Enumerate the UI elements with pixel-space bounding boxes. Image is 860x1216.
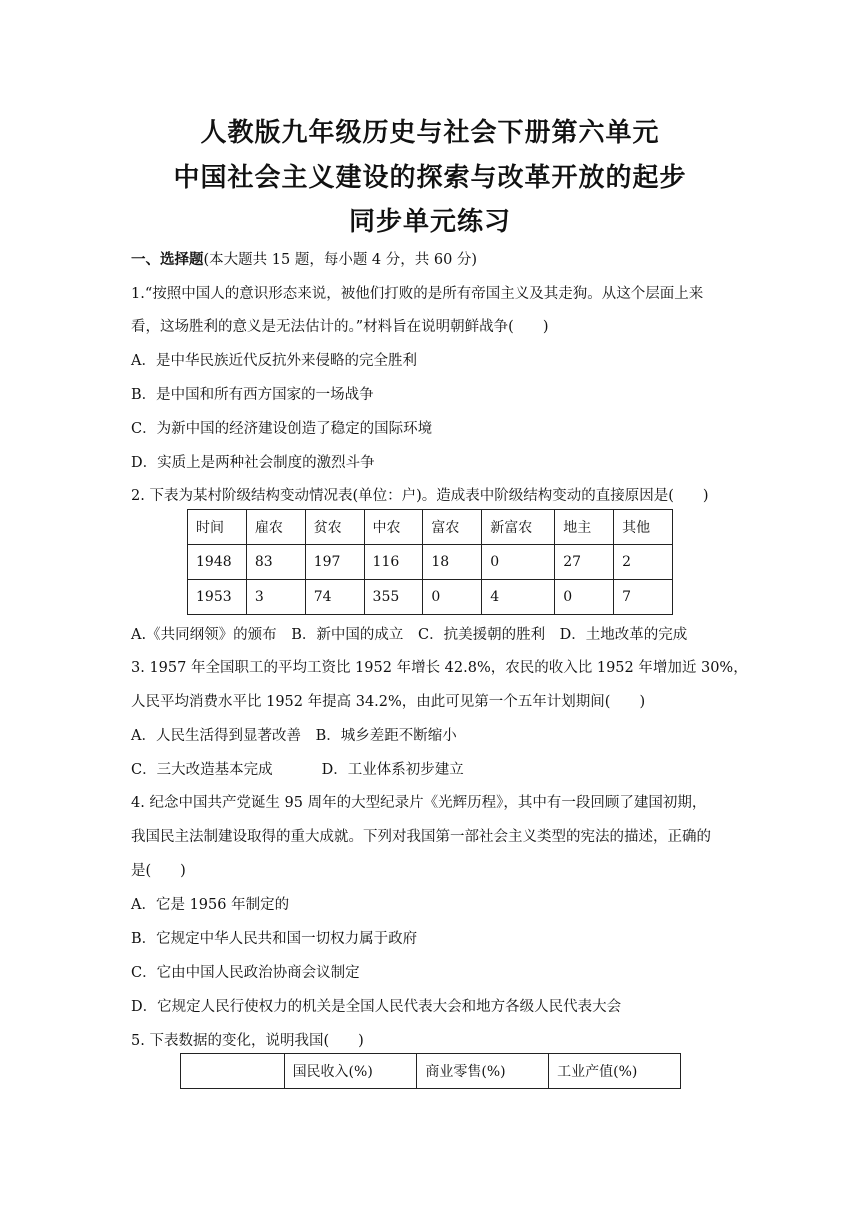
q2-option-a: A.《共同纲领》的颁布 (131, 627, 277, 643)
q1-option-c: C．为新中国的经济建设创造了稳定的国际环境 (131, 421, 433, 437)
table-cell: 116 (364, 545, 423, 580)
table-header-cell (181, 1054, 285, 1089)
table-header-cell: 地主 (555, 510, 614, 545)
table-header-cell: 其他 (614, 510, 673, 545)
q5-data-table (180, 1053, 681, 1089)
section-heading: 一、选择题 (131, 252, 204, 268)
q4-option-a: A．它是 1956 年制定的 (131, 897, 290, 913)
q2-options (131, 623, 687, 644)
table-cell: 4 (482, 580, 555, 615)
q1-option-d: D．实质上是两种社会制度的激烈斗争 (131, 455, 375, 471)
q3-option-a: A．人民生活得到显著改善 (131, 728, 301, 744)
q3-stem-line-2: 人民平均消费水平比 1952 年提高 34.2%，由此可见第一个五年计划期间( ) (131, 694, 646, 710)
table-row (188, 580, 673, 615)
table-header-cell: 工业产值(%) (549, 1054, 681, 1089)
table-cell: 74 (305, 580, 364, 615)
q2-class-structure-table (187, 509, 673, 615)
document-title-line-3: 同步单元练习 (348, 207, 511, 237)
document-title-line-1: 人教版九年级历史与社会下册第六单元 (200, 118, 660, 148)
q4-option-b: B．它规定中华人民共和国一切权力属于政府 (131, 931, 418, 947)
q3-options-row-2 (131, 758, 464, 779)
table-cell: 7 (614, 580, 673, 615)
q4-stem-line-1: 4. 纪念中国共产党诞生 95 周年的大型纪录片《光辉历程》，其中有一段回顾了建国初期， (131, 795, 707, 811)
q4-stem-line-3: 是( ) (131, 863, 186, 879)
q4-option-c: C．它由中国人民政治协商会议制定 (131, 965, 360, 981)
q2-option-b: B．新中国的成立 (291, 627, 404, 643)
table-header-cell: 贫农 (305, 510, 364, 545)
q3-stem-line-1: 3. 1957 年全国职工的平均工资比 1952 年增长 42.8%，农民的收入比 1952 年增加近 30%， (131, 660, 748, 676)
q1-stem-line-2: 看，这场胜利的意义是无法估计的。”材料旨在说明朝鲜战争( ) (131, 319, 549, 335)
q3-option-b: B．城乡差距不断缩小 (315, 728, 457, 744)
q4-stem-line-2: 我国民主法制建设取得的重大成就。下列对我国第一部社会主义类型的宪法的描述，正确的 (131, 829, 711, 845)
table-header-cell: 富农 (423, 510, 482, 545)
table-cell: 27 (555, 545, 614, 580)
table-header-row (181, 1054, 681, 1089)
q2-option-c: C．抗美援朝的胜利 (417, 627, 546, 643)
q4-option-d: D．它规定人民行使权力的机关是全国人民代表大会和地方各级人民代表大会 (131, 999, 622, 1015)
q2-stem: 2. 下表为某村阶级结构变动情况表(单位：户)。造成表中阶级结构变动的直接原因是( ) (131, 488, 709, 504)
table-cell: 355 (364, 580, 423, 615)
table-cell: 1948 (188, 545, 247, 580)
q1-stem-line-1: 1.“按照中国人的意识形态来说，被他们打败的是所有帝国主义及其走狗。从这个层面上来 (131, 286, 704, 302)
q5-stem: 5. 下表数据的变化，说明我国( ) (131, 1033, 364, 1049)
q3-option-d: D．工业体系初步建立 (321, 762, 464, 778)
table-cell: 197 (305, 545, 364, 580)
q2-option-d: D．土地改革的完成 (559, 627, 688, 643)
table-cell: 1953 (188, 580, 247, 615)
section-header (131, 248, 477, 269)
table-cell: 2 (614, 545, 673, 580)
section-note: (本大题共 15 题，每小题 4 分，共 60 分) (203, 252, 478, 268)
table-cell: 83 (246, 545, 305, 580)
table-cell: 0 (423, 580, 482, 615)
table-cell: 3 (246, 580, 305, 615)
q1-option-b: B．是中国和所有西方国家的一场战争 (131, 387, 374, 403)
table-cell: 18 (423, 545, 482, 580)
document-title-line-2: 中国社会主义建设的探索与改革开放的起步 (173, 163, 687, 193)
table-header-row (188, 510, 673, 545)
table-header-cell: 新富农 (482, 510, 555, 545)
table-header-cell: 雇农 (246, 510, 305, 545)
q3-options-row-1 (131, 724, 457, 745)
q1-option-a: A．是中华民族近代反抗外来侵略的完全胜利 (131, 353, 417, 369)
table-cell: 0 (555, 580, 614, 615)
table-header-cell: 国民收入(%) (284, 1054, 417, 1089)
q3-option-c: C．三大改造基本完成 (131, 762, 273, 778)
table-header-cell: 商业零售(%) (417, 1054, 549, 1089)
table-header-cell: 时间 (188, 510, 247, 545)
table-row (188, 545, 673, 580)
table-cell: 0 (482, 545, 555, 580)
table-header-cell: 中农 (364, 510, 423, 545)
